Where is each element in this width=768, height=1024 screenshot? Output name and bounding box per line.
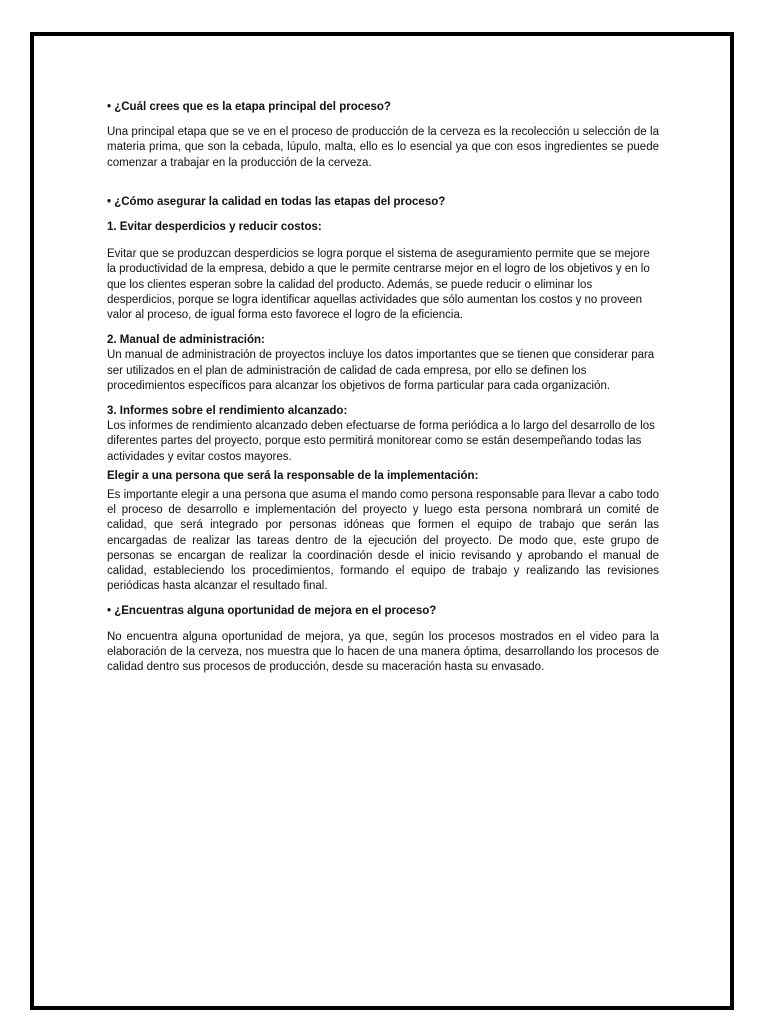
item-3-title: 3. Informes sobre el rendimiento alcanzado: [107, 405, 348, 418]
item-2-title: 2. Manual de administración: [107, 334, 265, 347]
item-4-body: Es importante elegir a una persona que asuma el mando como persona responsable para llevar a cabo todo el proceso de desarrollo e implementación del proyecto y luego esta persona nombrará un comité de calidad, que será integrado por personas idóneas que formen el equipo de trabajo que serán las encargadas de realizar las tareas dentro de la ejecución del proyecto. De modo que, este grupo de personas se encargan de realizar la coordinación desde el inicio revisando y aprobando el manual de calidad, estableciendo los procedimientos, formando el equipo de trabajo y realizando las revisiones periódicas hasta alcanzar el resultado final. [107, 489, 659, 593]
question-1-heading: • ¿Cuál crees que es la etapa principal del proceso? [107, 101, 391, 113]
item-3-body: Los informes de rendimiento alcanzado deben efectuarse de forma periódica a lo largo del desarrollo de los diferentes partes del proyecto, porque esto permitirá monitorear como se están desempeñando todas las actividades y evitar costos mayores. [107, 420, 655, 463]
item-1-body: Evitar que se produzcan desperdicios se logra porque el sistema de aseguramiento permite que se mejore la productividad de la empresa, debido a que le permite centrarse mejor en el logro de los objetivos y en lo que los clientes esperan sobre la calidad del producto. Además, se puede reducir o eliminar los desperdicios, porque se logra identificar aquellas actividades que sólo aumentan los costos y no proveen valor al proceso, de igual forma esto favorece el logro de la eficiencia. [107, 248, 650, 322]
question-1-answer: Una principal etapa que se ve en el proceso de producción de la cerveza es la recolección u selección de la materia prima, que son la cebada, lúpulo, malta, ello es lo esencial ya que con esos ingredientes se puede comenzar a trabajar en la producción de la cerveza. [107, 126, 659, 169]
question-3-answer: No encuentra alguna oportunidad de mejora, ya que, según los procesos mostrados en el video para la elaboración de la cerveza, nos muestra que lo hacen de una manera óptima, desarrollando los procesos de calidad dentro sus procesos de producción, desde su maceración hasta su envasado. [107, 630, 659, 674]
question-2-heading: • ¿Cómo asegurar la calidad en todas las etapas del proceso? [107, 195, 446, 208]
item-4-title: Elegir a una persona que será la responsable de la implementación: [107, 469, 479, 482]
item-2-body: Un manual de administración de proyectos incluye los datos importantes que se tienen que considerar para ser utilizados en el plan de administración de calidad de cada empresa, por ello se definen los procedimientos específicos para alcanzar los objetivos de forma particular para cada organización. [107, 349, 655, 392]
item-1-title: 1. Evitar desperdicios y reducir costos: [107, 221, 322, 234]
document-body [107, 100, 659, 675]
question-3-heading: • ¿Encuentras alguna oportunidad de mejora en el proceso? [107, 605, 437, 618]
